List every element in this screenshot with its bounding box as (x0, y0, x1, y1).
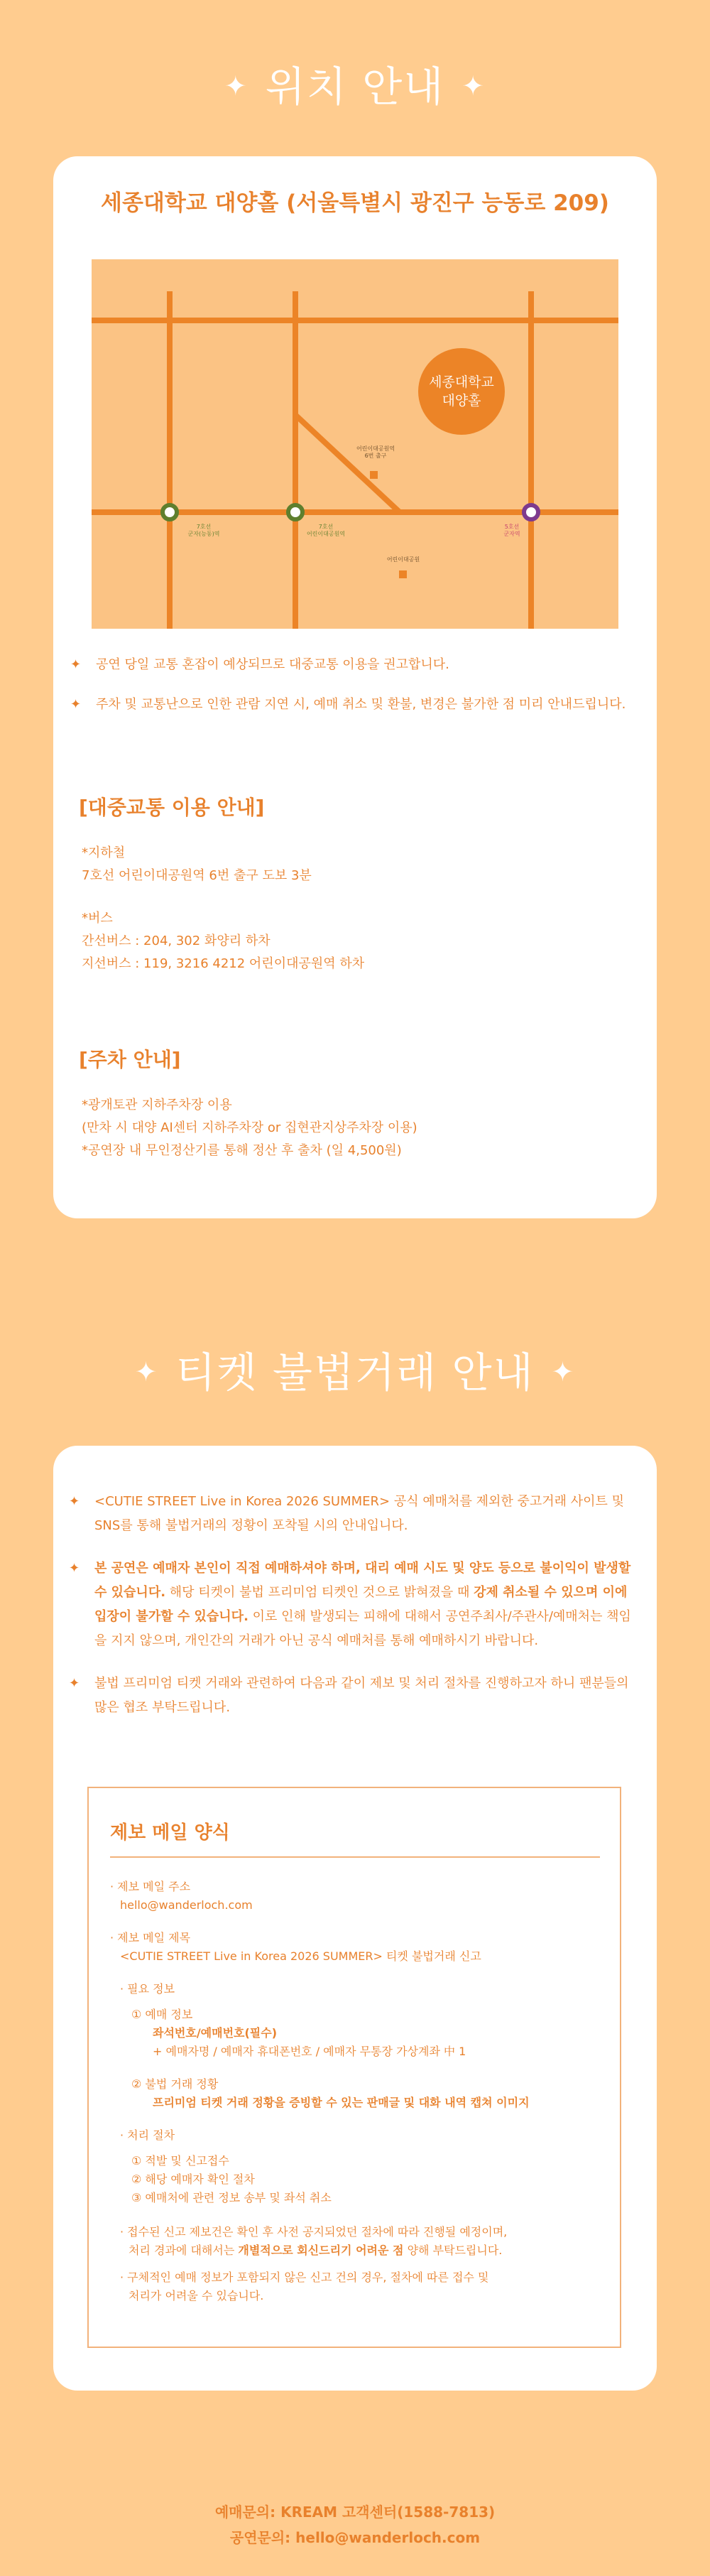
process-label: · 처리 절차 (120, 2128, 175, 2142)
venue-title: 세종대학교 대양홀 (서울특별시 광진구 능동로 209) (101, 190, 609, 216)
station-right-marker (522, 503, 540, 521)
report-form-title: 제보 메일 양식 (110, 1822, 230, 1844)
note-item: ✦ 주차 및 교통난으로 인한 관람 지연 시, 예매 취소 및 환불, 변경은 불가한 점 미리 안내드립니다. (66, 693, 627, 716)
star-icon: ✦ (224, 70, 248, 102)
star-bullet-icon: ✦ (70, 657, 82, 672)
park-marker (399, 570, 407, 578)
notice-2: · 구체적인 예매 정보가 포함되지 않은 신고 건의 경우, 절차에 따른 접수 및 처리가 어려울 수 있습니다. (120, 2271, 489, 2302)
note-item: ✦ 공연 당일 교통 혼잡이 예상되므로 대중교통 이용을 권고합니다. (66, 654, 627, 676)
process-step: ② 해당 예매자 확인 절차 (131, 2172, 255, 2186)
divider (110, 1856, 600, 1858)
star-bullet-icon: ✦ (69, 1676, 80, 1691)
subject-text: <CUTIE STREET Live in Korea 2026 SUMMER> 티켓 불법거래 신고 (120, 1949, 481, 1963)
star-icon: ✦ (134, 1355, 159, 1387)
ticket-note-2: ✦ 본 공연은 예매자 본인이 직접 예매하셔야 하며, 대리 예매 시도 및 양도 등으로 불이익이 발생할 수 있습니다. 해당 티켓이 불법 프리미엄 티켓인 것으로 밝혀졌을 때 강제 취소될 수 있으며 이에 입장이 불가할 수 있습니다. 이로 인해 발생되는 피해에 대해서 공연주최사/주관사/예매처는 책임을 지지 않으며, 개인간의 거래가 아닌 공식 예매처를 통해 예매하시기 바랍니다. (66, 1557, 634, 1653)
venue-marker: 세종대학교 대양홀 (418, 348, 505, 435)
transit-heading: [대중교통 이용 안내] (79, 796, 265, 819)
req-booking-extra: + 예매자명 / 예매자 휴대폰번호 / 예매자 무통장 가상계좌 中 1 (153, 2045, 466, 2058)
required-label: · 필요 정보 (120, 1982, 175, 1996)
parking-heading: [주차 안내] (79, 1048, 181, 1071)
email-label: · 제보 메일 주소 (110, 1880, 191, 1893)
station-right-label: 5호선 군자역 (503, 524, 520, 537)
star-bullet-icon: ✦ (69, 1494, 80, 1509)
ticket-note-1: ✦ <CUTIE STREET Live in Korea 2026 SUMMER> 공식 예매처를 제외한 중고거래 사이트 및 SNS를 통해 불법거래의 정황이 포착될 시의 안내입니다. (66, 1490, 634, 1538)
station-mid-label: 7호선 어린이대공원역 (306, 524, 346, 537)
station-left-label: 7호선 군자(능동)역 (187, 524, 220, 537)
ticket-note-3: ✦ 불법 프리미엄 티켓 거래와 관련하여 다음과 같이 제보 및 처리 절차를 진행하고자 하니 팬분들의 많은 협조 부탁드립니다. (66, 1672, 634, 1720)
req-booking-bold: 좌석번호/예매번호(필수) (153, 2026, 278, 2040)
location-notes (66, 654, 627, 733)
ticket-title: 티켓 불법거래 안내 (175, 1348, 535, 1397)
req-booking-label: ① 예매 정보 (131, 2008, 193, 2021)
transit-info: *지하철 7호선 어린이대공원역 6번 출구 도보 3분 *버스 간선버스 : 204, 302 화양리 하차 지선버스 : 119, 3216 4212 어린이대공원역 하차 (82, 845, 365, 971)
req-evidence-label: ② 불법 거래 정황 (131, 2077, 219, 2091)
notice-1: · 접수된 신고 제보건은 확인 후 사전 공지되었던 절차에 따라 진행될 예정이며, 처리 경과에 대해서는 개별적으로 회신드리기 어려운 점 양해 부탁드립니다. (120, 2225, 508, 2257)
star-bullet-icon: ✦ (69, 1561, 80, 1576)
location-card (53, 156, 657, 1218)
exit-marker (370, 471, 378, 479)
park-label: 어린이대공원 (386, 556, 420, 563)
star-icon: ✦ (551, 1355, 576, 1387)
footer-booking-inquiry: 예매문의: KREAM 고객센터(1588-7813) (214, 2504, 496, 2521)
subject-label: · 제보 메일 제목 (110, 1931, 191, 1944)
location-map (92, 259, 618, 629)
station-left-marker (160, 503, 179, 521)
process-step: ③ 예매처에 관련 정보 송부 및 좌석 취소 (131, 2191, 332, 2204)
location-section-title (0, 53, 710, 113)
parking-info: *광개토관 지하주차장 이용 (만차 시 대양 AI센터 지하주차장 or 집현관지상주차장 이용) *공연장 내 무인정산기를 통해 정산 후 출차 (일 4,500원) (82, 1098, 417, 1158)
req-evidence-bold: 프리미엄 티켓 거래 정황을 증빙할 수 있는 판매글 및 대화 내역 캡쳐 이미지 (153, 2096, 530, 2109)
station-mid-marker (286, 503, 305, 521)
ticket-section-title (0, 1339, 710, 1399)
exit-label: 어린이대공원역 6번 출구 (356, 445, 395, 459)
ticket-card (53, 1446, 657, 2391)
report-form-box (87, 1787, 621, 2348)
process-step: ① 적발 및 신고접수 (131, 2154, 229, 2168)
footer-performance-inquiry: 공연문의: hello@wanderloch.com (229, 2529, 481, 2546)
report-email[interactable]: hello@wanderloch.com (120, 1898, 253, 1912)
star-bullet-icon: ✦ (70, 697, 82, 712)
ticket-notes (66, 1490, 634, 1738)
star-icon: ✦ (462, 70, 486, 102)
location-title: 위치 안내 (265, 63, 445, 111)
